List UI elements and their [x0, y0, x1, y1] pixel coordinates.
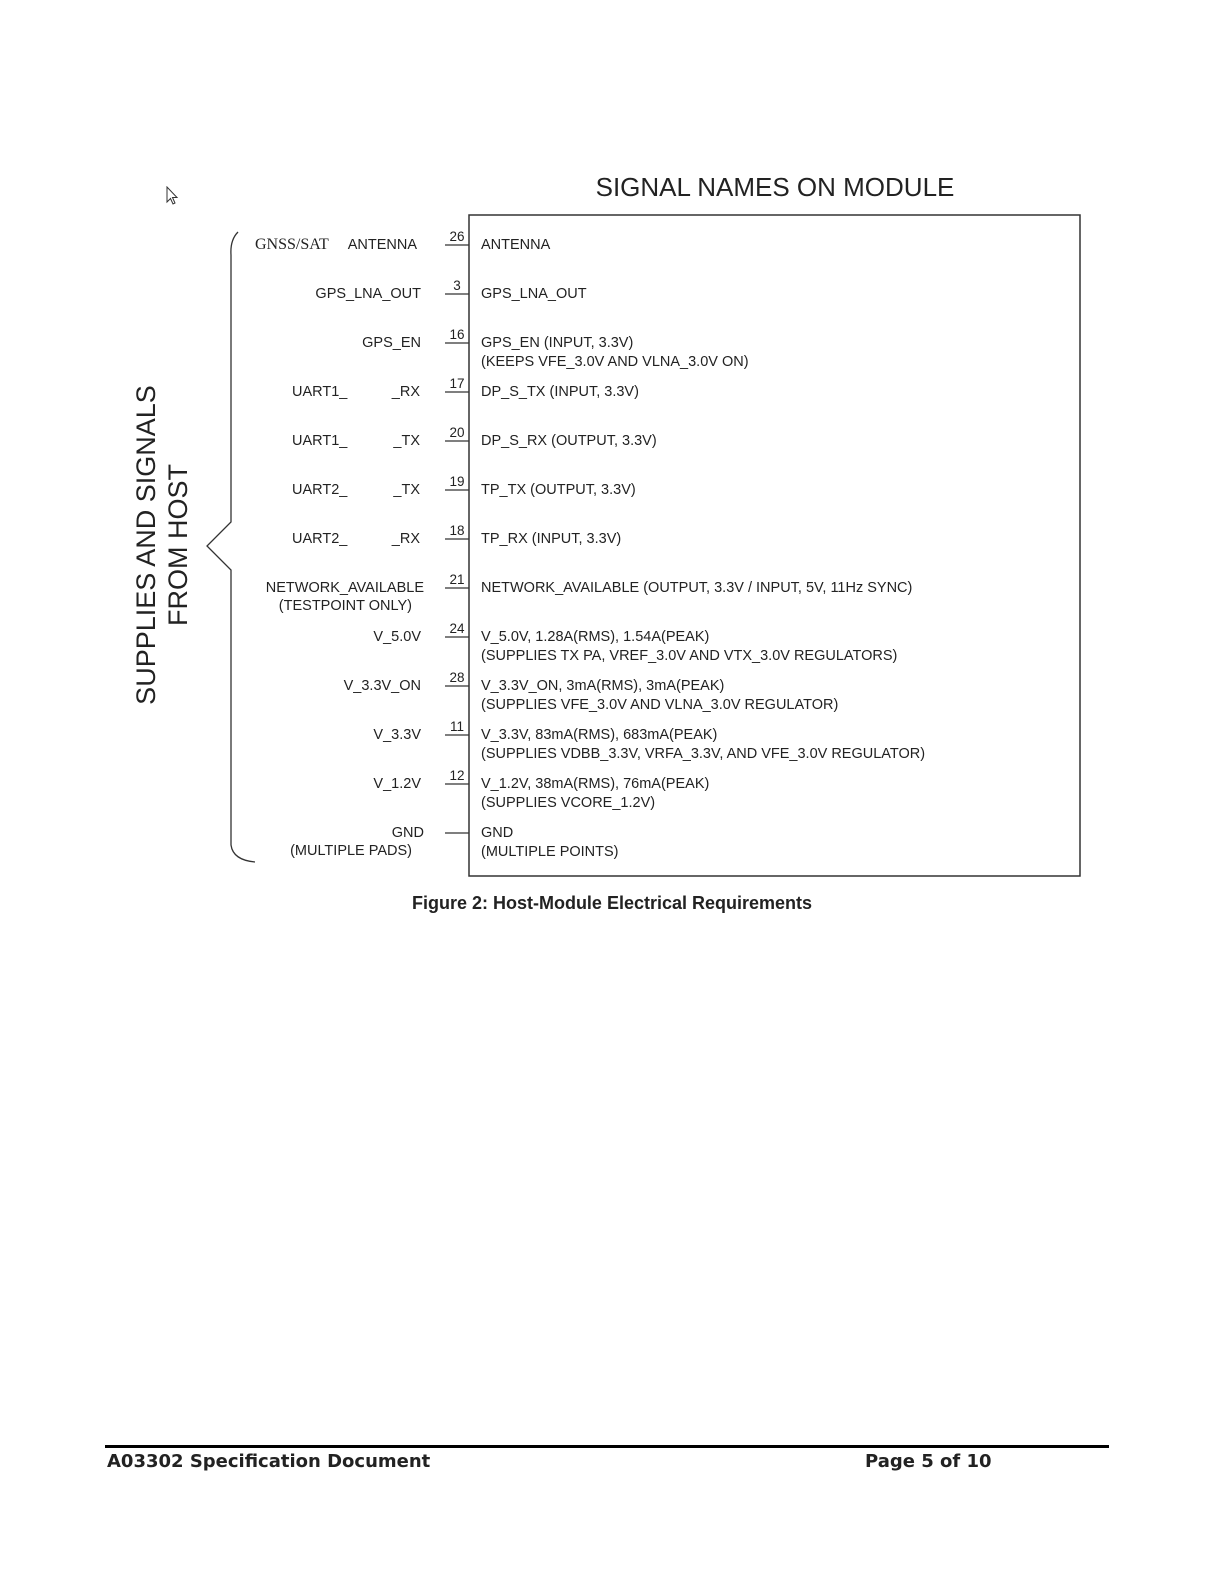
pin-number: 3	[453, 278, 461, 293]
module-signal-note: (SUPPLIES VDBB_3.3V, VRFA_3.3V, AND VFE_3.0V REGULATOR)	[481, 746, 926, 762]
host-signal-label: NETWORK_AVAILABLE	[265, 580, 424, 596]
pin-number: 12	[449, 768, 465, 783]
footer-document-title: A03302 Specification Document	[107, 1451, 431, 1472]
module-signal-label: DP_S_TX (INPUT, 3.3V)	[481, 384, 639, 400]
host-signal-label: UART1_	[292, 384, 348, 400]
pin-number: 18	[449, 523, 465, 538]
host-signal-label: V_1.2V	[373, 776, 421, 792]
module-signal-note: (KEEPS VFE_3.0V AND VLNA_3.0V ON)	[481, 354, 749, 370]
host-signal-label: V_3.3V_ON	[343, 678, 421, 694]
host-signal-note: (MULTIPLE PADS)	[290, 843, 412, 859]
host-signal-label: V_5.0V	[373, 629, 421, 645]
side-label-line1: SUPPLIES AND SIGNALS	[131, 385, 161, 705]
module-signal-label: GPS_LNA_OUT	[481, 286, 587, 302]
module-signal-label: DP_S_RX (OUTPUT, 3.3V)	[481, 433, 657, 449]
pin-number: 11	[449, 719, 465, 734]
module-signal-label: V_5.0V, 1.28A(RMS), 1.54A(PEAK)	[481, 629, 710, 645]
module-signal-note: (SUPPLIES VCORE_1.2V)	[481, 795, 656, 811]
diagram-title: SIGNAL NAMES ON MODULE	[595, 172, 955, 202]
host-signal-suffix: _RX	[391, 531, 420, 547]
module-signal-note: (MULTIPLE POINTS)	[481, 844, 619, 860]
pin-number: 16	[449, 327, 465, 342]
footer-page-number: Page 5 of 10	[865, 1451, 992, 1472]
module-signal-label: V_3.3V_ON, 3mA(RMS), 3mA(PEAK)	[481, 678, 725, 694]
host-signal-label: UART2_	[292, 482, 348, 498]
host-prefix-label: GNSS/SAT	[255, 236, 329, 253]
module-signal-label: TP_RX (INPUT, 3.3V)	[481, 531, 622, 547]
host-signal-label: V_3.3V	[373, 727, 421, 743]
host-signal-suffix: _RX	[391, 384, 420, 400]
host-signal-suffix: _TX	[393, 433, 420, 449]
pin-number: 24	[449, 621, 465, 636]
module-signal-label: GND	[481, 825, 514, 841]
host-signal-suffix: _TX	[393, 482, 420, 498]
host-signal-label: GPS_LNA_OUT	[315, 286, 421, 302]
host-signal-label: UART2_	[292, 531, 348, 547]
module-signal-label: V_1.2V, 38mA(RMS), 76mA(PEAK)	[481, 776, 710, 792]
pin-number: 17	[449, 376, 465, 391]
host-signal-note: (TESTPOINT ONLY)	[278, 598, 412, 614]
pin-rows	[266, 229, 925, 860]
pin-number: 20	[449, 425, 465, 440]
module-signal-note: (SUPPLIES TX PA, VREF_3.0V AND VTX_3.0V REGULATORS)	[481, 648, 898, 664]
pin-number: 26	[449, 229, 465, 244]
host-signal-label: GPS_EN	[362, 335, 421, 351]
host-signal-label: GND	[391, 825, 424, 841]
pin-number: 28	[449, 670, 465, 685]
module-signal-label: NETWORK_AVAILABLE (OUTPUT, 3.3V / INPUT, 5V, 11Hz SYNC)	[481, 580, 913, 596]
figure-caption: Figure 2: Host-Module Electrical Requirements	[411, 893, 813, 913]
module-signal-label: GPS_EN (INPUT, 3.3V)	[481, 335, 634, 351]
host-signal-label: UART1_	[292, 433, 348, 449]
pin-number: 21	[449, 572, 465, 587]
host-brace	[207, 232, 255, 862]
module-signal-note: (SUPPLIES VFE_3.0V AND VLNA_3.0V REGULATOR)	[481, 697, 839, 713]
module-signal-label: V_3.3V, 83mA(RMS), 683mA(PEAK)	[481, 727, 718, 743]
pin-number: 19	[449, 474, 465, 489]
side-label	[131, 385, 193, 705]
side-label-line2: FROM HOST	[163, 464, 193, 626]
footer-divider	[105, 1445, 1109, 1448]
module-signal-label: TP_TX (OUTPUT, 3.3V)	[481, 482, 636, 498]
host-signal-label: ANTENNA	[347, 237, 417, 253]
module-signal-label: ANTENNA	[481, 237, 551, 253]
